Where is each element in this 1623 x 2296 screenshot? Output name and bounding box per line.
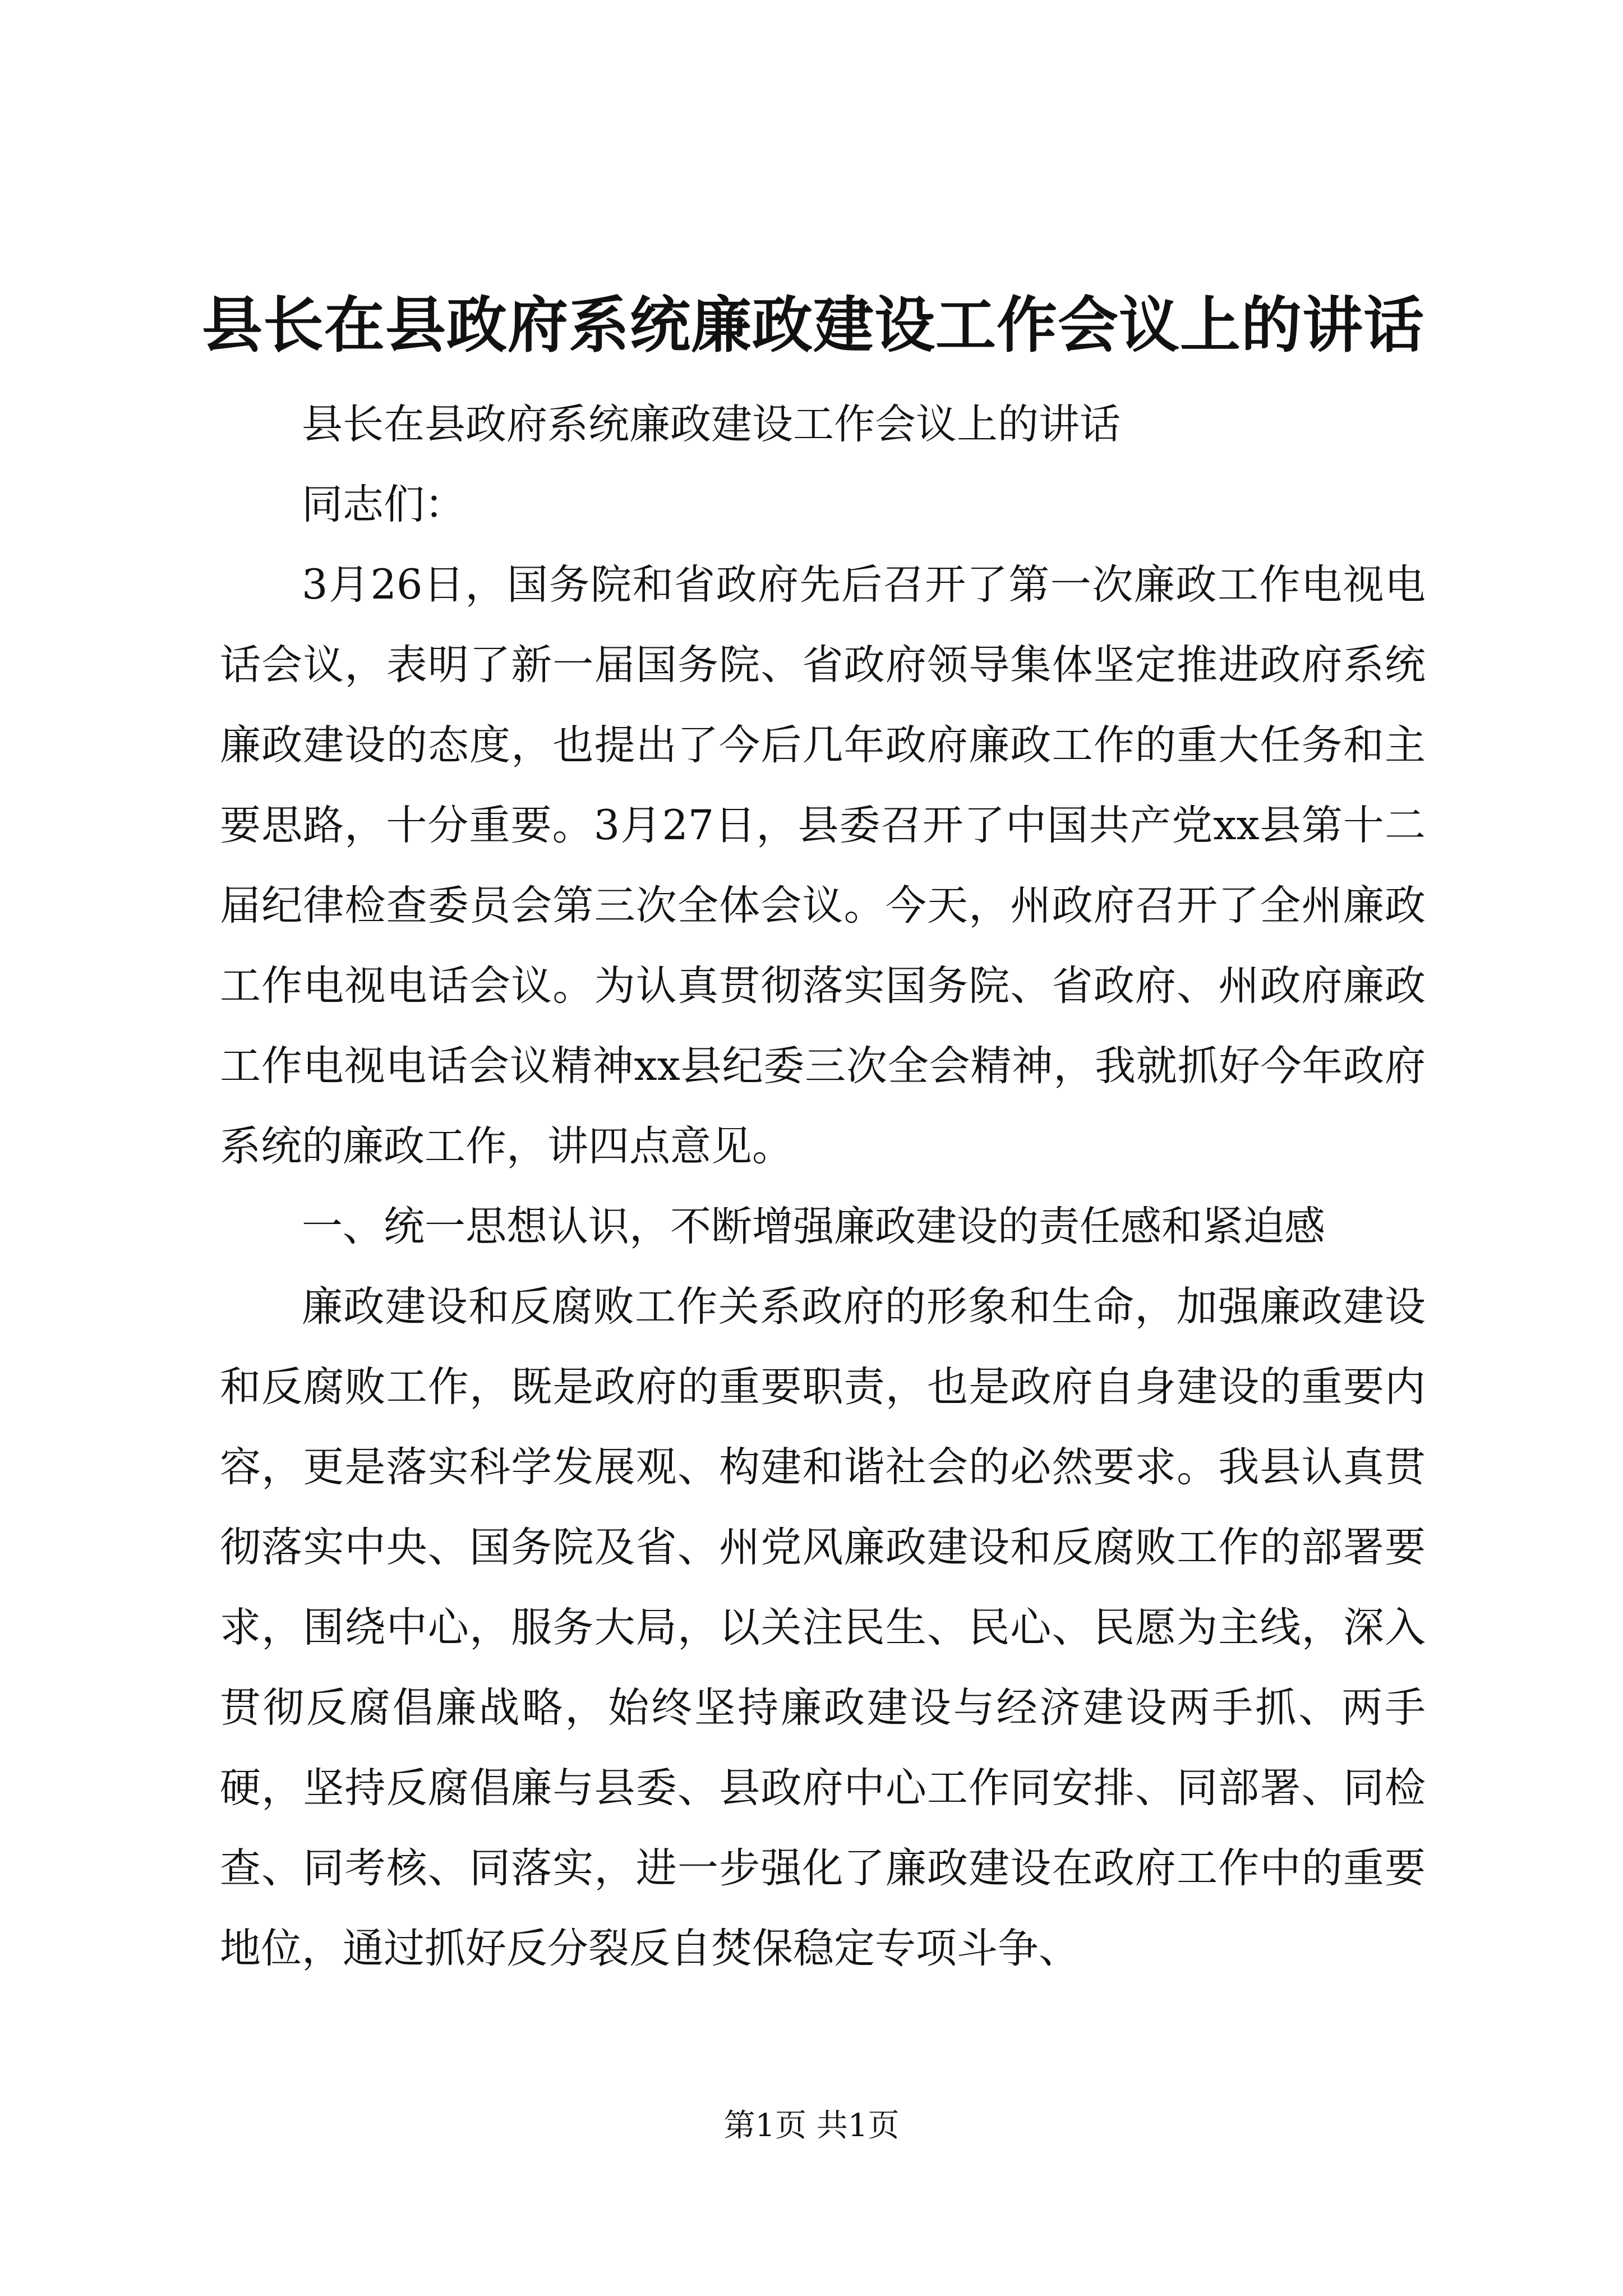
subtitle-paragraph: 县长在县政府系统廉政建设工作会议上的讲话 [302, 401, 1121, 448]
section-heading: 一、统一思想认识，不断增强廉政建设的责任感和紧迫感 [302, 1203, 1325, 1250]
body-paragraph: 3月26日，国务院和省政府先后召开了第一次廉政工作电视电话会议，表明了新一届国务院、省政府领导集体坚定推进政府系统廉政建设的态度，也提出了今后几年政府廉政工作的重大任务和主要思路，十分重要。3月27日，县委召开了中国共产党xx县第十二届纪律检查委员会第三次全体会议。今天，州政府召开了全州廉政工作电视电话会议。为认真贯彻落实国务院、省政府、州政府廉政工作电视电话会议精神xx县纪委三次全会精神，我就抓好今年政府系统的廉政工作，讲四点意见。 [220, 561, 1426, 1170]
document-title: 县长在县政府系统廉政建设工作会议上的讲话 [202, 290, 1425, 361]
salutation-paragraph: 同志们： [302, 481, 465, 528]
document-body [220, 384, 1426, 1989]
body-paragraph: 廉政建设和反腐败工作关系政府的形象和生命，加强廉政建设和反腐败工作，既是政府的重要职责，也是政府自身建设的重要内容，更是落实科学发展观、构建和谐社会的必然要求。我县认真贯彻落实中央、国务院及省、州党风廉政建设和反腐败工作的部署要求，围绕中心，服务大局，以关注民生、民心、民愿为主线，深入贯彻反腐倡廉战略，始终坚持廉政建设与经济建设两手抓、两手硬，坚持反腐倡廉与县委、县政府中心工作同安排、同部署、同检查、同考核、同落实，进一步强化了廉政建设在政府工作中的重要地位，通过抓好反分裂反自焚保稳定专项斗争、 [220, 1283, 1426, 1972]
page-footer: 第1页 共1页 [723, 2108, 900, 2144]
